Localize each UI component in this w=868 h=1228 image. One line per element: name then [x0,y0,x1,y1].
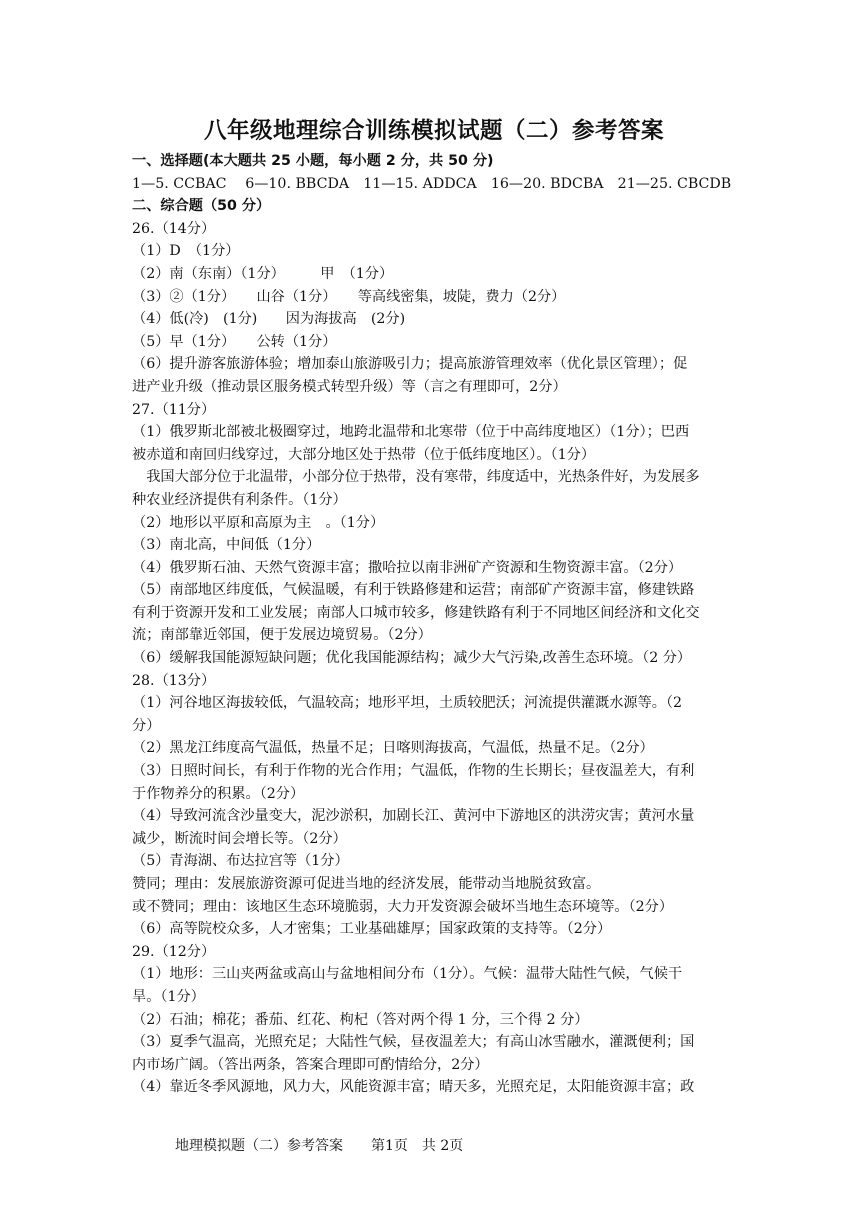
section-heading-comprehensive: 二、综合题（50 分） [132,198,271,215]
answer-line: （3）日照时间长，有利于作物的光合作用；气温低，作物的生长期长；昼夜温差大，有利 [132,763,695,780]
answer-line: 于作物养分的积累。（2分） [132,785,305,802]
answer-line: （4）俄罗斯石油、天然气资源丰富；撒哈拉以南非洲矿产资源和生物资源丰富。（2分） [132,559,683,576]
answer-line: （3）夏季气温高，光照充足；大陆性气候，昼夜温差大；有高山冰雪融水，灌溉便利；国 [132,1034,695,1051]
answer-line: （4）低(冷) (1分) 因为海拔高 (2分) [132,311,406,328]
choice-answers: 1—5. CCBAC 6—10. BBCDA 11—15. ADDCA 16—20. BDCBA 21—25. CBCDB [132,175,732,192]
section-heading-choice: 一、选择题(本大题共 25 小题，每小题 2 分，共 50 分) [132,153,494,169]
answer-line: 减少，断流时间会增长等。（2分） [132,830,347,847]
answer-line: （1）地形：三山夹两盆或高山与盆地相间分布（1分）。气候：温带大陆性气候，气候干 [132,966,683,983]
answer-line: 内市场广阔。（答出两条，答案合理即可酌情给分，2分） [132,1056,489,1073]
answer-line: （1）D （1分） [132,243,240,260]
answer-line: （5）南部地区纬度低，气候温暖，有利于铁路修建和运营；南部矿产资源丰富，修建铁路 [132,582,695,599]
answer-line: （2）南（东南）（1分） 甲 （1分） [132,265,394,282]
answer-line: 旱。（1分） [132,988,205,1005]
page-title: 八年级地理综合训练模拟试题（二）参考答案 [203,118,664,144]
question-28-heading: 28.（13分） [132,672,216,689]
answer-line: （2）石油；棉花；番茄、红花、枸杞（答对两个得 1 分，三个得 2 分） [132,1011,589,1028]
answer-line: （2）黑龙江纬度高气温低，热量不足；日喀则海拔高，气温低，热量不足。（2分） [132,740,654,757]
answer-line: （2）地形以平原和高原为主 。（1分） [132,514,385,531]
question-27-heading: 27.（11分） [132,401,216,418]
answer-line: 有利于资源开发和工业发展；南部人口城市较多，修建铁路有利于不同地区间经济和文化交 [132,604,700,621]
answer-line: 进产业升级（推动景区服务模式转型升级）等（言之有理即可，2分） [132,378,567,395]
answer-body [132,150,742,1099]
answer-line: （5）早（1分） 公转（1分） [132,333,337,350]
answer-line: （1）河谷地区海拔较低，气温较高；地形平坦，土质较肥沃；河流提供灌溉水源等。（2 [132,695,683,712]
page-footer: 地理模拟题（二）参考答案 第1页 共 2页 [175,1138,464,1154]
answer-line: （4）导致河流含沙量变大，泥沙淤积，加剧长江、黄河中下游地区的洪涝灾害；黄河水量 [132,808,695,825]
answer-line: 被赤道和南回归线穿过，大部分地区处于热带（位于低纬度地区）。（1分） [132,446,596,463]
answer-line: （6）高等院校众多，人才密集；工业基础雄厚；国家政策的支持等。（2分） [132,921,612,938]
answer-line: （3）南北高，中间低（1分） [132,537,321,554]
answer-line: （4）靠近冬季风源地，风力大，风能资源丰富；晴天多，光照充足，太阳能资源丰富；政 [132,1079,695,1096]
answer-line: 种农业经济提供有利条件。（1分） [132,491,347,508]
answer-line: 流；南部靠近邻国，便于发展边境贸易。（2分） [132,627,432,644]
answer-line: （5）青海湖、布达拉宫等（1分） [132,853,349,870]
answer-line: （6）缓解我国能源短缺问题；优化我国能源结构；减少大气污染,改善生态环境。（2 分） [132,650,692,667]
answer-line: （6）提升游客旅游体验；增加泰山旅游吸引力；提高旅游管理效率（优化景区管理）；促 [132,356,688,373]
answer-line: 赞同；理由：发展旅游资源可促进当地的经济发展，能带动当地脱贫致富。 [132,876,601,892]
answer-line: 分） [132,717,161,734]
question-29-heading: 29.（12分） [132,943,216,960]
answer-line: 我国大部分位于北温带，小部分位于热带，没有寒带，纬度适中，光热条件好，为发展多 [132,469,700,486]
question-26-heading: 26.（14分） [132,220,216,237]
answer-line: （1）俄罗斯北部被北极圈穿过，地跨北温带和北寒带（位于中高纬度地区）（1分）；巴西 [132,424,690,441]
answer-line: （3）②（1分） 山谷（1分） 等高线密集，坡陡，费力（2分） [132,288,566,305]
answer-line: 或不赞同；理由：该地区生态环境脆弱，大力开发资源会破坏当地生态环境等。（2分） [132,898,674,915]
